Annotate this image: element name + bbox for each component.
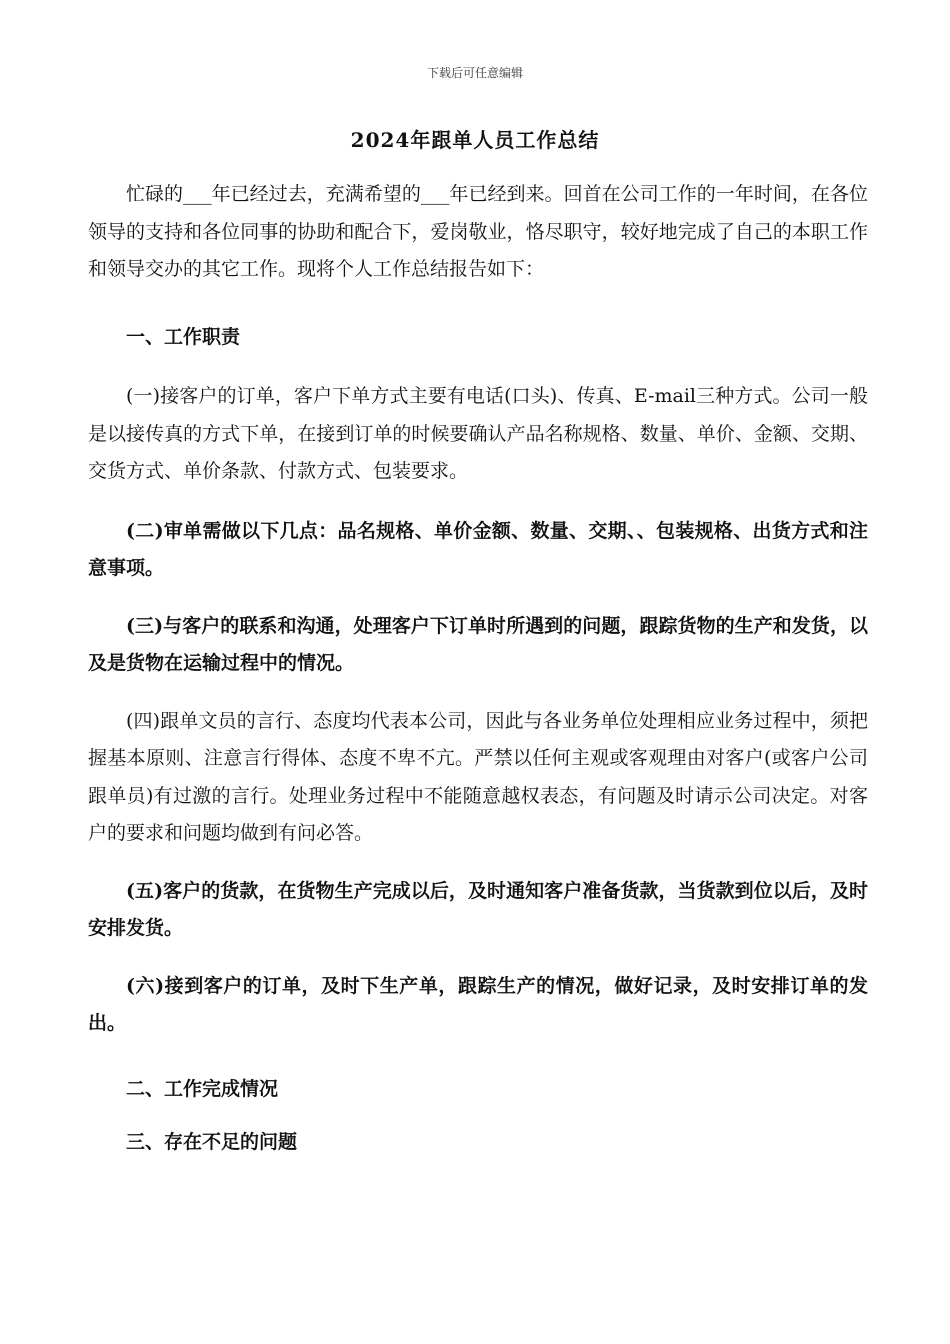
page-header-note: 下载后可任意编辑 [426,66,523,80]
intro-paragraph: 忙碌的___年已经过去，充满希望的___年已经到来。回首在公司工作的一年时间，在各位领导的支持和各位同事的协助和配合下，爱岗敬业，恪尽职守，较好地完成了自己的本职工作和领导交办的其它工作。现将个人工作总结报告如下： [88,183,868,280]
document-body [88,176,868,1162]
duty-item-2: (二)审单需做以下几点：品名规格、单价金额、数量、交期、、包装规格、出货方式和注意事项。 [88,519,868,579]
duty-item-1: (一)接客户的订单，客户下单方式主要有电话(口头)、传真、E-mail三种方式。公司一般是以接传真的方式下单，在接到订单的时候要确认产品名称规格、数量、单价、金额、交期、交货方式、单价条款、付款方式、包装要求。 [88,385,868,482]
section-heading-completion: 二、工作完成情况 [126,1077,279,1100]
section-heading-shortcomings: 三、存在不足的问题 [126,1131,298,1153]
duty-item-6: (六)接到客户的订单，及时下生产单，跟踪生产的情况，做好记录，及时安排订单的发出。 [88,974,868,1034]
duty-item-4: (四)跟单文员的言行、态度均代表本公司，因此与各业务单位处理相应业务过程中，须把握基本原则、注意言行得体、态度不卑不亢。严禁以任何主观或客观理由对客户(或客户公司跟单员)有过激的言行。处理业务过程中不能随意越权表态，有问题及时请示公司决定。对客户的要求和问题均做到有问必答。 [88,709,868,844]
duty-item-5: (五)客户的货款，在货物生产完成以后，及时通知客户准备货款，当货款到位以后，及时安排发货。 [88,879,868,939]
section-heading-duties: 一、工作职责 [126,325,241,348]
document-title: 2024年跟单人员工作总结 [350,128,600,152]
duty-item-3: (三)与客户的联系和沟通，处理客户下订单时所遇到的问题，跟踪货物的生产和发货，以及是货物在运输过程中的情况。 [88,614,868,674]
